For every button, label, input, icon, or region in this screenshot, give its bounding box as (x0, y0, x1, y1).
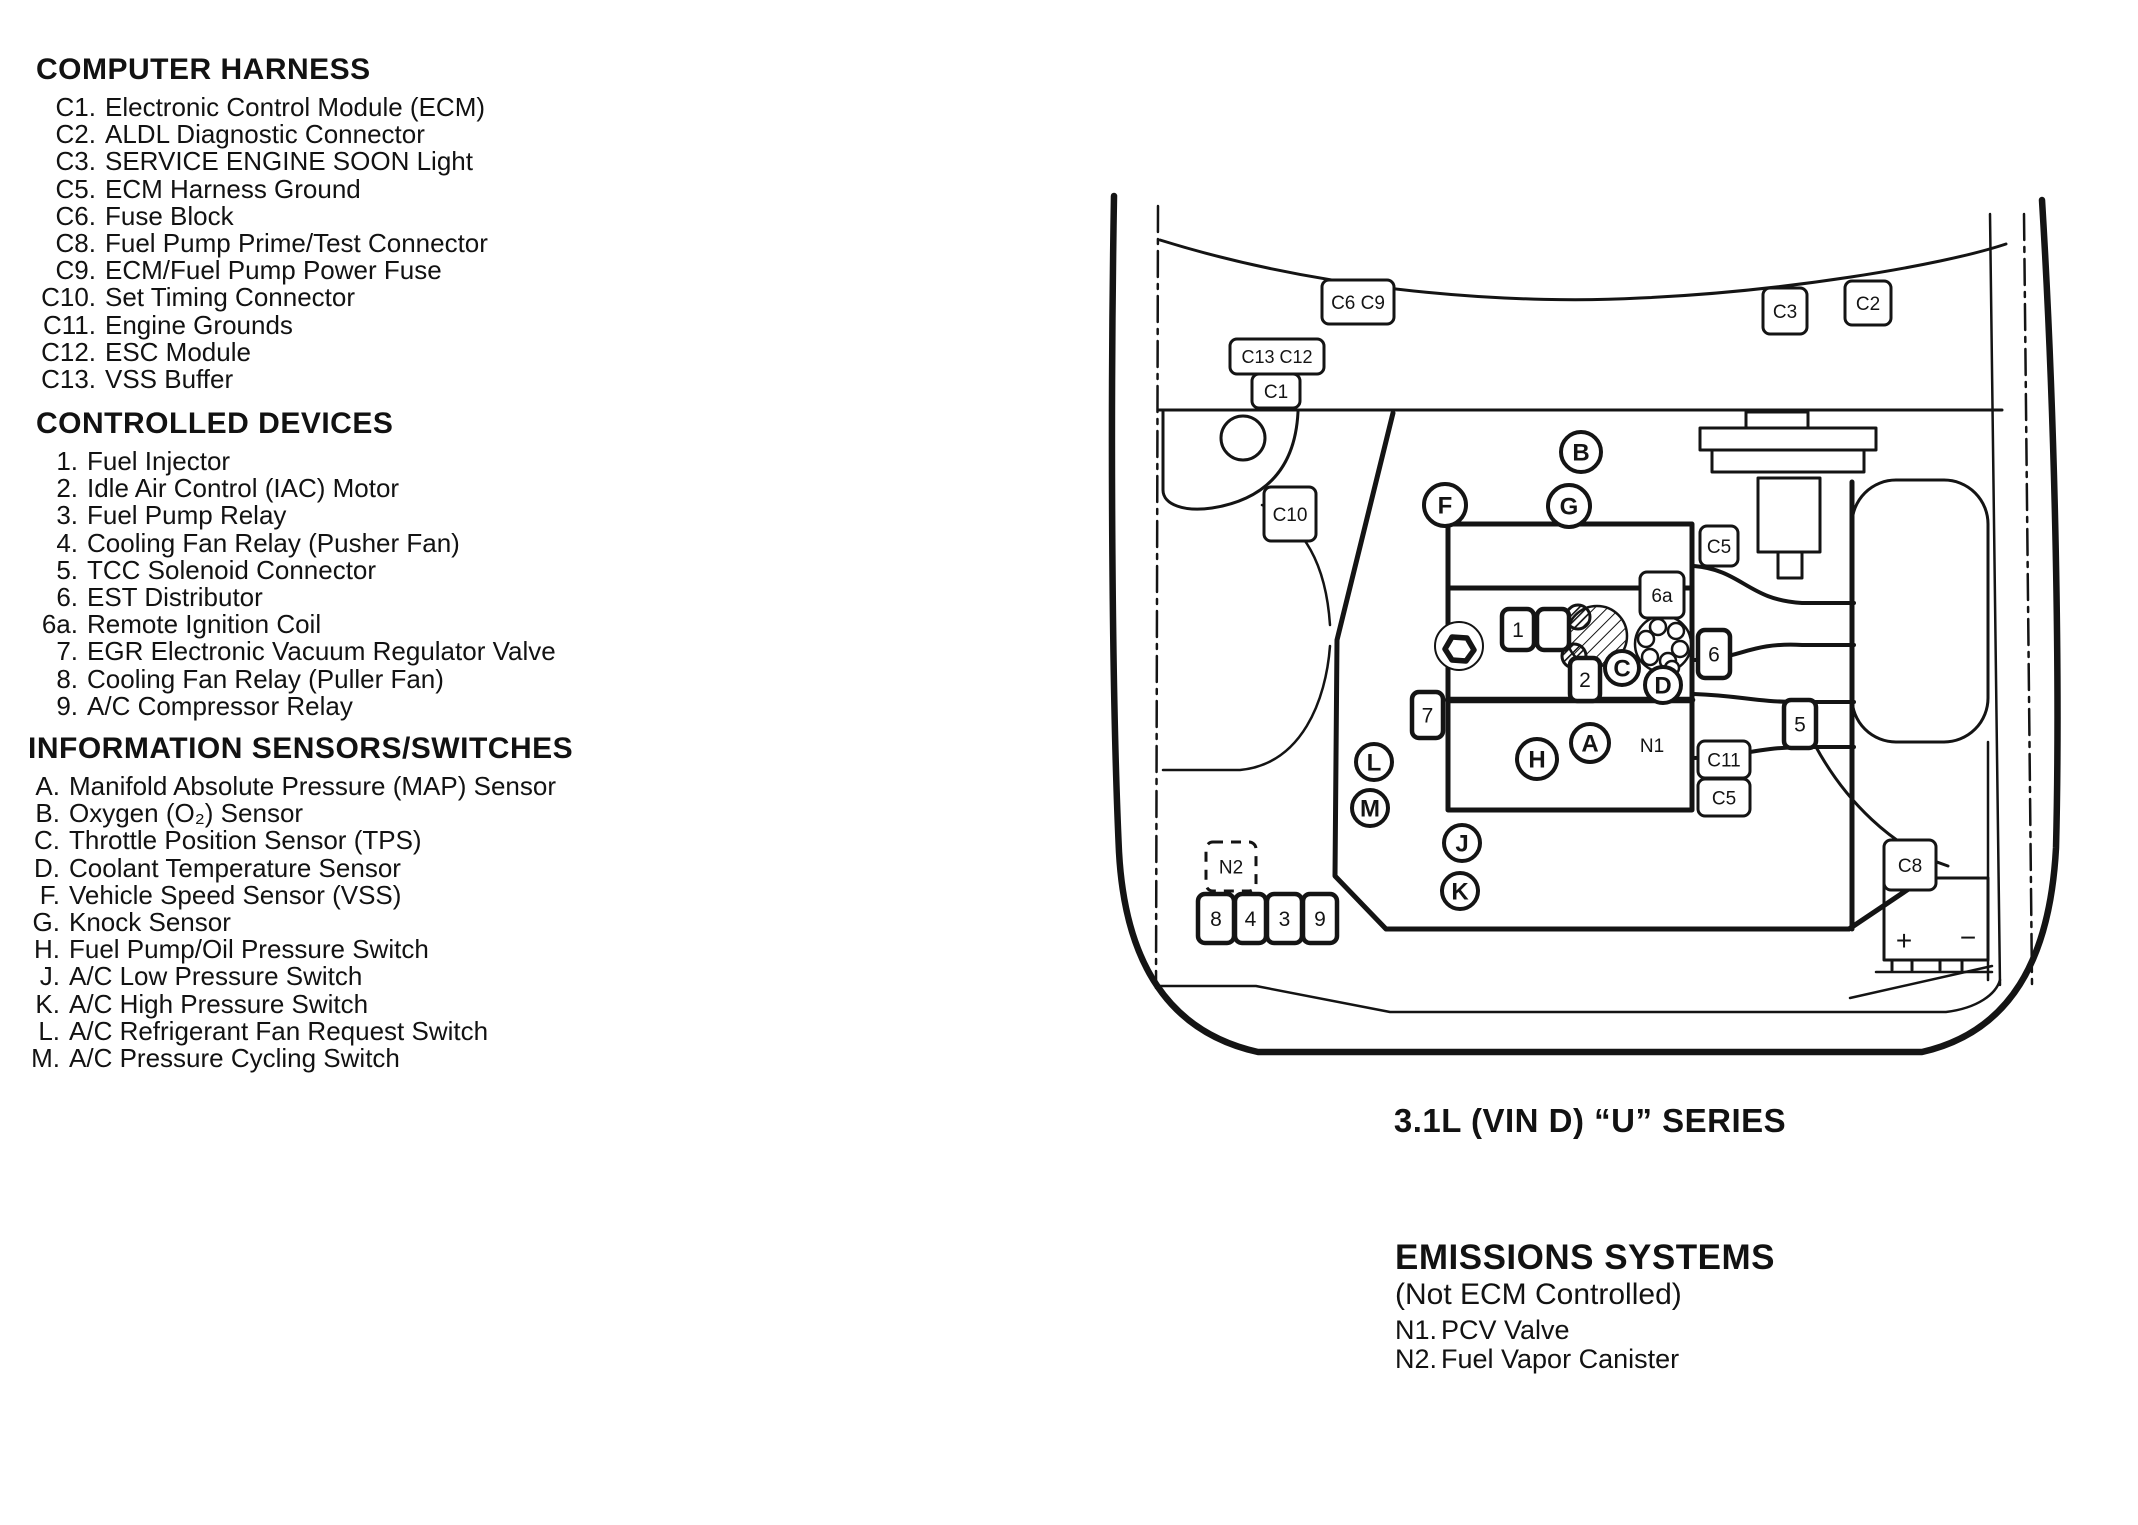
item-label: Manifold Absolute Pressure (MAP) Sensor (69, 771, 556, 801)
emissions-title: EMISSIONS SYSTEMS (1395, 1238, 1775, 1277)
item-number: 6a. (41, 609, 78, 640)
callout-box-c13-c12 (1230, 339, 1324, 374)
left-trim-line (1156, 206, 1158, 988)
item-number: G. (32, 907, 60, 938)
emissions-systems-block (1395, 1238, 1775, 1373)
callout-circle-label: C (1613, 655, 1631, 683)
section-title: CONTROLLED DEVICES (36, 407, 394, 440)
callout-box-label: 6a (1651, 585, 1673, 607)
item-label: Fuel Pump/Oil Pressure Switch (69, 934, 429, 965)
callout-box-8 (1198, 894, 1234, 943)
callout-box-label: 7 (1421, 704, 1434, 728)
item-number: D. (34, 852, 60, 883)
callout-box-6 (1698, 630, 1730, 678)
callout-box-label: C5 (1706, 536, 1732, 558)
section-title: INFORMATION SENSORS/SWITCHES (28, 732, 574, 765)
section-title: COMPUTER HARNESS (36, 53, 371, 86)
item-number: M. (31, 1043, 60, 1074)
item-label: A/C Refrigerant Fan Request Switch (69, 1015, 489, 1046)
callout-circle-k (1442, 873, 1478, 909)
item-number: C13. (41, 364, 96, 395)
item-label: Idle Air Control (IAC) Motor (87, 473, 400, 504)
callout-circle-label: B (1572, 439, 1590, 467)
item-number: C10. (41, 282, 96, 313)
item-number: N1. (1395, 1315, 1438, 1345)
item-label: EGR Electronic Vacuum Regulator Valve (87, 636, 556, 667)
item-number: L. (38, 1015, 60, 1046)
item-label: ESC Module (105, 336, 251, 367)
item-number: 8. (56, 663, 78, 694)
item-label: ALDL Diagnostic Connector (105, 119, 425, 150)
booster-bar-1 (1700, 428, 1876, 450)
callout-box-c8 (1884, 840, 1936, 890)
item-number: C9. (55, 255, 96, 286)
callout-circle-label: A (1581, 730, 1599, 758)
callout-box-label: C11 (1707, 750, 1741, 772)
emissions-items (1395, 1316, 1775, 1373)
item-label: Cooling Fan Relay (Puller Fan) (87, 663, 444, 694)
item-number: C5. (55, 173, 96, 204)
item-label: Knock Sensor (69, 907, 231, 938)
item-label: ECM/Fuel Pump Power Fuse (105, 255, 442, 286)
emissions-item (1395, 1345, 1775, 1374)
callout-box-1 (1502, 609, 1534, 650)
callout-circle-b (1561, 432, 1601, 472)
item-number: C8. (55, 228, 96, 259)
item-number: C6. (55, 200, 96, 231)
emissions-subtitle: (Not ECM Controlled) (1395, 1278, 1682, 1311)
emissions-item (1395, 1316, 1775, 1345)
item-number: C11. (43, 309, 96, 340)
callout-circle-h (1517, 739, 1557, 779)
callout-circles-layer (1352, 432, 1681, 909)
item-number: 4. (56, 527, 78, 558)
item-number: 7. (56, 636, 78, 667)
item-number: C2. (55, 119, 96, 150)
callout-circle-label: F (1437, 492, 1453, 520)
callout-circle-g (1548, 485, 1590, 527)
callout-box-3 (1267, 894, 1302, 943)
callout-box-4 (1235, 894, 1266, 943)
callout-box-label: N2 (1218, 857, 1244, 879)
item-label: Set Timing Connector (105, 282, 356, 313)
callout-circle-m (1352, 790, 1388, 826)
callout-circle-label: J (1455, 830, 1469, 858)
item-label: A/C High Pressure Switch (69, 988, 369, 1019)
callout-circle-label: K (1451, 878, 1469, 906)
callout-circle-f (1424, 484, 1466, 526)
item-label: Vehicle Speed Sensor (VSS) (69, 879, 402, 910)
callout-box-label: C5 (1711, 788, 1737, 810)
callout-box-c3 (1763, 288, 1807, 334)
callout-circle-j (1444, 825, 1480, 861)
item-label: Engine Grounds (105, 309, 293, 340)
item-number: 9. (56, 690, 78, 721)
item-number: F. (39, 879, 60, 910)
upper-pipe-top (1694, 566, 1854, 603)
callout-box-7 (1412, 692, 1443, 738)
item-label: Throttle Position Sensor (TPS) (69, 825, 422, 856)
callout-circle-label: L (1366, 749, 1382, 777)
callout-box-label: 6 (1708, 643, 1720, 667)
booster-bar-2 (1712, 450, 1864, 472)
item-label: ECM Harness Ground (105, 173, 361, 204)
callout-box-c5 (1698, 779, 1750, 816)
item-label: A/C Low Pressure Switch (69, 961, 363, 992)
callout-box-label: 8 (1210, 908, 1222, 932)
item-label: A/C Compressor Relay (87, 690, 353, 721)
diagram-text-−: − (1959, 922, 1977, 953)
item-number: C12. (41, 336, 96, 367)
item-number: C. (34, 825, 60, 856)
callout-box-label: C8 (1897, 855, 1923, 877)
item-label: EST Distributor (87, 582, 263, 613)
callout-box-label: 5 (1794, 713, 1806, 737)
diagram-text-n1: N1 (1639, 736, 1665, 757)
callout-box-c10 (1264, 487, 1316, 541)
item-label: Electronic Control Module (ECM) (105, 92, 486, 122)
item-number: B. (35, 798, 60, 829)
callout-circle-c (1605, 651, 1639, 685)
item-number: 3. (56, 500, 78, 531)
booster-cylinder (1758, 478, 1820, 552)
callout-box-5 (1784, 700, 1816, 748)
item-label: Fuel Pump Relay (87, 500, 287, 531)
callout-box-label: C1 (1263, 381, 1289, 403)
item-label: A/C Pressure Cycling Switch (69, 1043, 400, 1074)
callout-box-label: C6 C9 (1331, 292, 1385, 314)
wheel-well-curve (1163, 646, 1330, 770)
diagram-text-+: + (1895, 925, 1913, 956)
right-trim-dash-line (2024, 214, 2032, 984)
callout-box-label: 1 (1512, 619, 1524, 643)
booster-top-tab (1746, 412, 1808, 428)
callout-box-label: 4 (1244, 908, 1257, 932)
item-number: J. (39, 961, 60, 992)
callout-box-label: C2 (1855, 293, 1881, 315)
callout-box-c2 (1845, 281, 1891, 325)
callout-box-6a (1640, 572, 1684, 618)
item-number: 5. (56, 554, 78, 585)
item-label: Fuel Vapor Canister (1441, 1343, 1680, 1374)
callout-box-label: C13 C12 (1241, 346, 1313, 367)
item-label: VSS Buffer (105, 364, 234, 395)
item-number: 1. (56, 446, 78, 476)
callout-circle-a (1571, 724, 1609, 762)
callout-box-blank (1537, 609, 1569, 650)
diagram-caption: 3.1L (VIN D) “U” SERIES (1393, 1102, 1787, 1139)
callout-circle-label: D (1654, 672, 1672, 700)
lower-pipe-top (1694, 694, 1854, 702)
callout-box-label: C3 (1772, 301, 1798, 323)
callout-circle-d (1645, 667, 1681, 703)
air-cleaner-outline (1852, 480, 1988, 742)
item-label: TCC Solenoid Connector (87, 554, 377, 585)
item-number: C3. (55, 146, 96, 177)
item-label: Fuel Pump Prime/Test Connector (105, 228, 488, 259)
callout-box-label: 9 (1314, 908, 1326, 932)
item-number: 6. (56, 582, 78, 613)
item-label: Cooling Fan Relay (Pusher Fan) (87, 527, 460, 558)
item-label: Fuel Injector (87, 446, 231, 476)
right-trim-line (1990, 214, 2000, 985)
strut-tower-cap (1221, 416, 1265, 460)
item-number: C1. (55, 92, 96, 122)
item-label: SERVICE ENGINE SOON Light (105, 146, 473, 177)
callout-circle-label: G (1559, 493, 1579, 521)
callout-circle-l (1356, 744, 1392, 780)
item-number: K. (35, 988, 60, 1019)
callout-boxes-layer (1198, 280, 1936, 943)
item-number: N2. (1395, 1343, 1438, 1374)
callout-box-c5 (1700, 526, 1738, 566)
callout-box-label: C10 (1272, 504, 1308, 526)
booster-stem (1778, 552, 1802, 578)
callout-circle-label: H (1528, 746, 1546, 774)
callout-box-label: 3 (1278, 908, 1291, 932)
callout-box-c6-c9 (1322, 280, 1394, 324)
item-label: Oxygen (O₂) Sensor (69, 798, 304, 829)
callout-box-9 (1303, 894, 1337, 943)
item-label: Fuse Block (105, 200, 234, 231)
item-label: Coolant Temperature Sensor (69, 852, 401, 883)
bumper-inner-line (1160, 980, 2000, 1012)
item-number: 2. (56, 473, 78, 504)
callout-box-n2 (1206, 842, 1256, 891)
callout-box-c1 (1252, 374, 1300, 408)
callout-box-label: 2 (1579, 669, 1591, 693)
item-label: PCV Valve (1441, 1315, 1570, 1345)
item-number: A. (35, 771, 60, 801)
item-number: H. (34, 934, 60, 965)
item-label: Remote Ignition Coil (87, 609, 322, 640)
callout-box-2 (1570, 658, 1600, 701)
callout-box-c11 (1698, 741, 1750, 778)
callout-circle-label: M (1360, 795, 1380, 823)
